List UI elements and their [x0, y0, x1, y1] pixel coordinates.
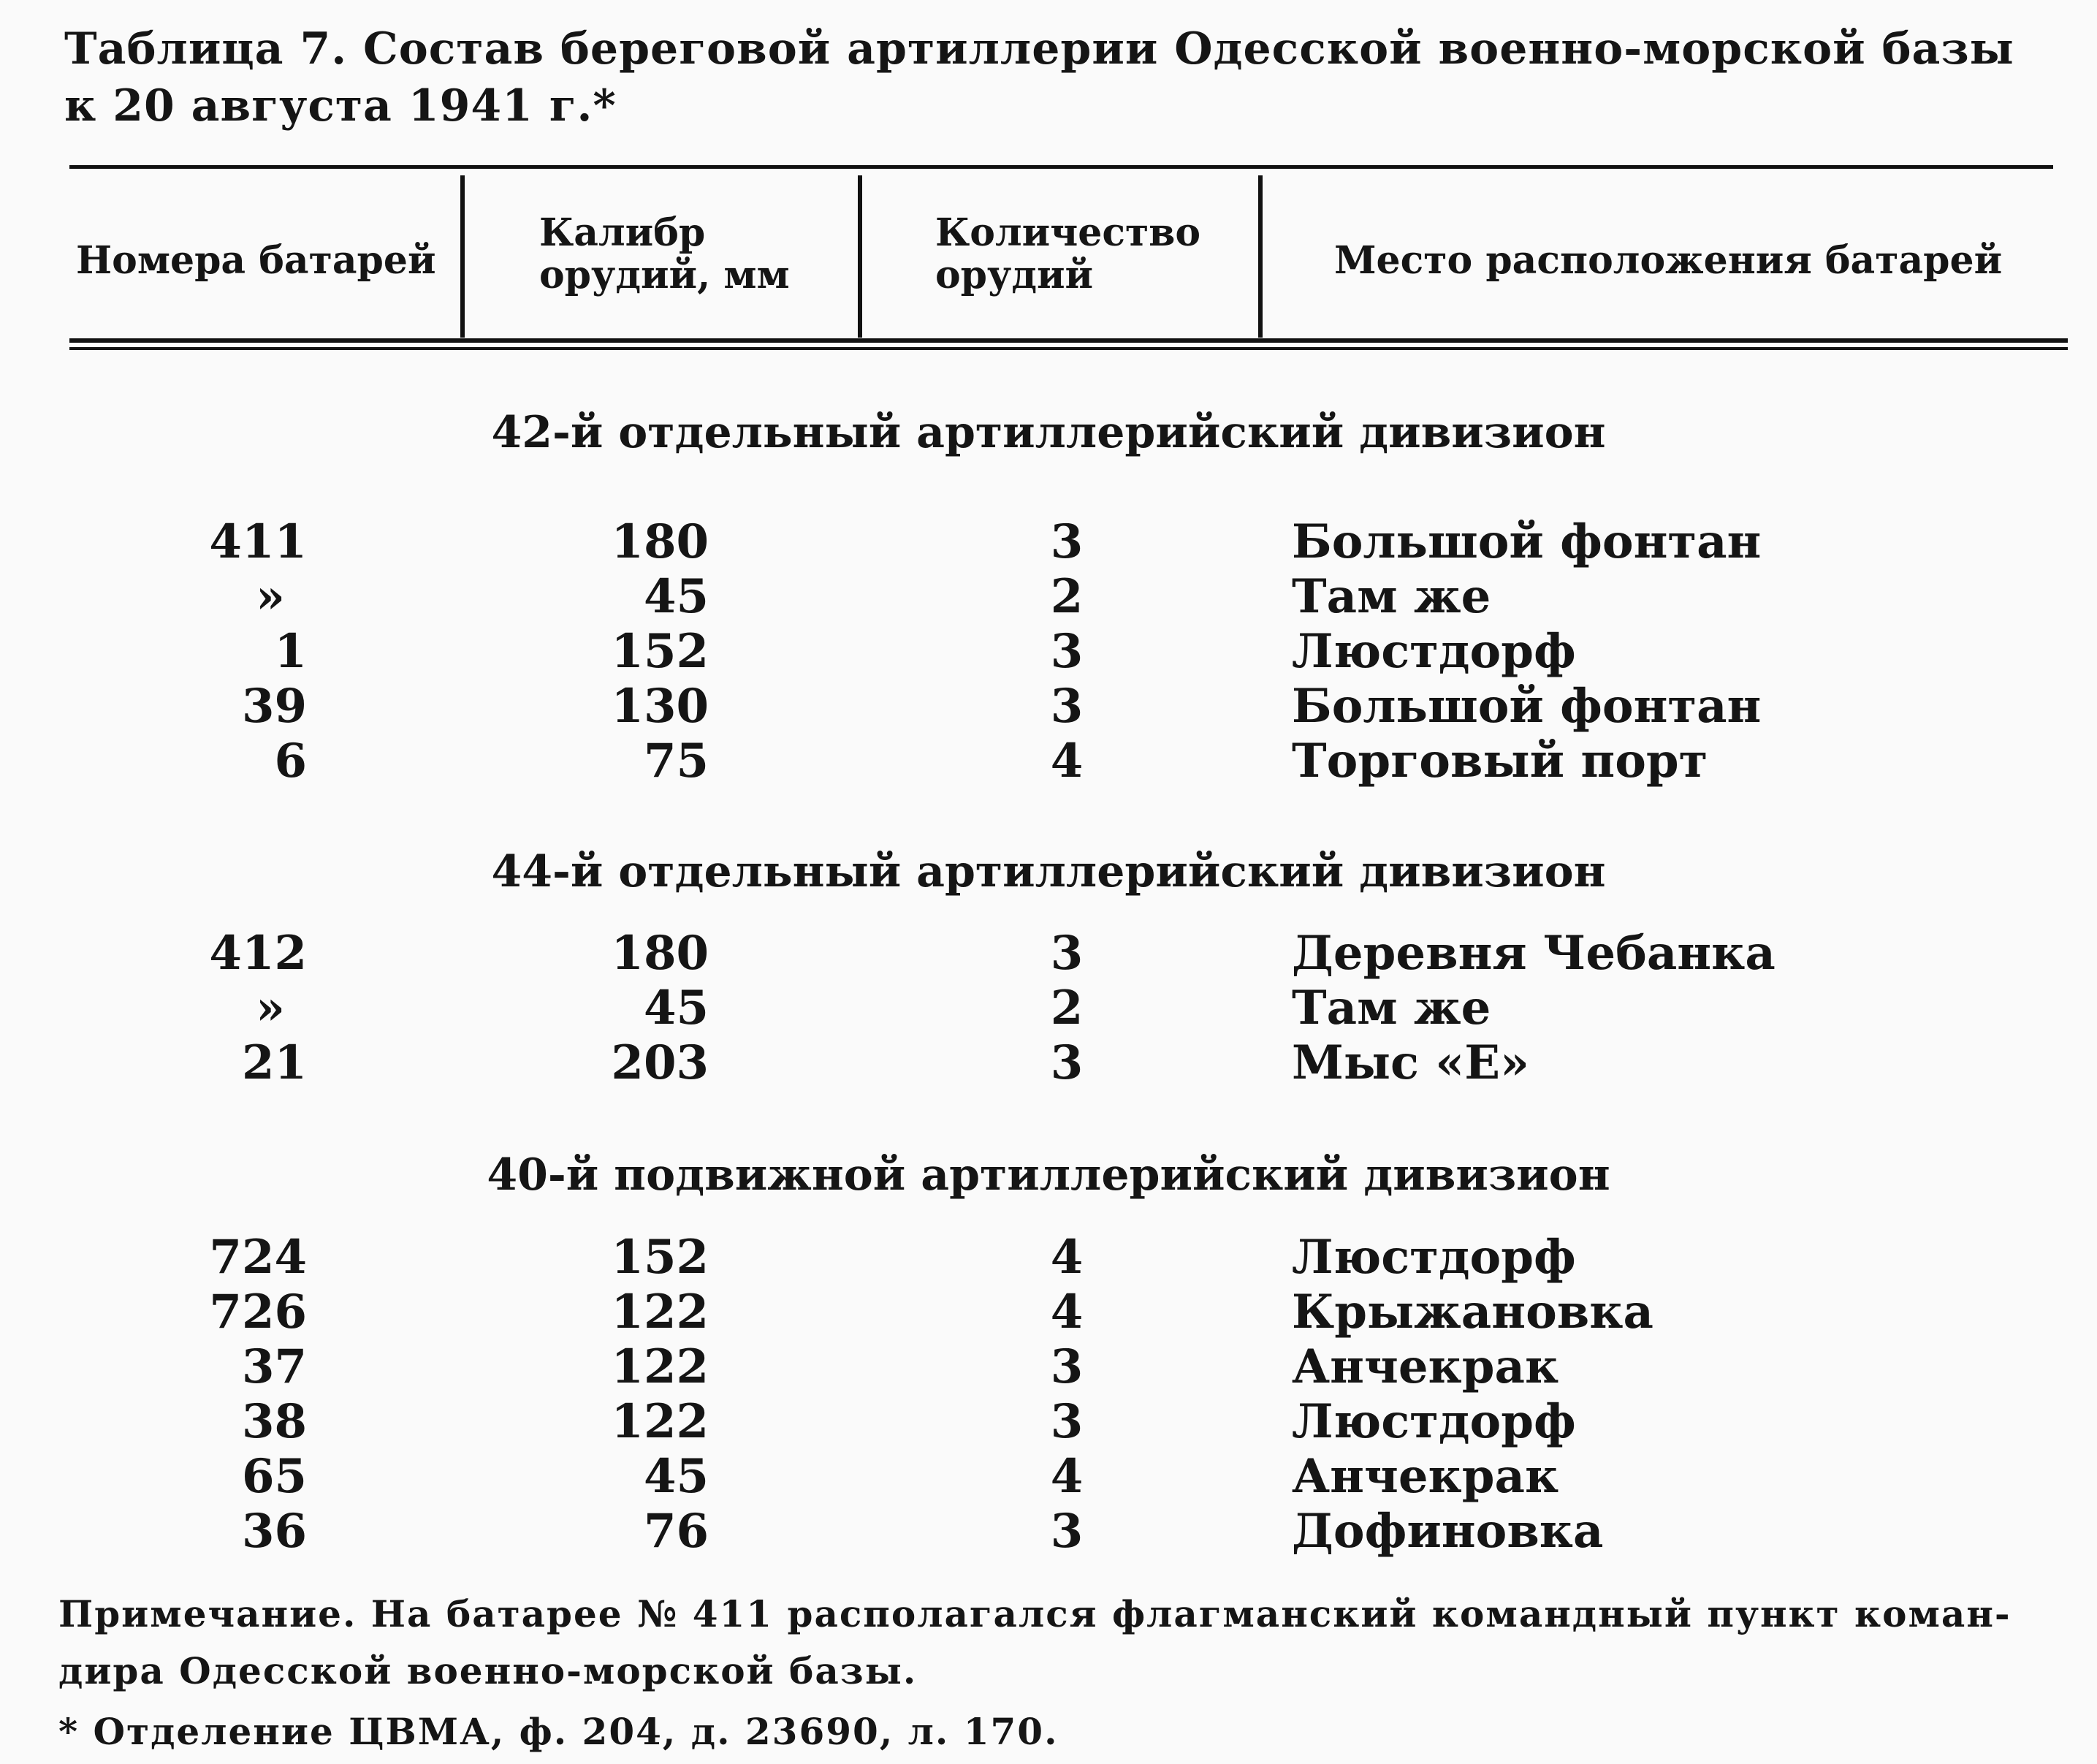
caliber-value: 75: [643, 734, 709, 788]
header-location-line-1: Место расположения батарей: [1334, 238, 2003, 283]
gun-count: 3: [1050, 679, 1084, 734]
table-row: [0, 1449, 2097, 1505]
section-title: 42-й отдельный артиллерийский дивизион: [491, 407, 1606, 458]
table-row: [0, 679, 2097, 734]
battery-location: Люстдорф: [1292, 624, 1576, 679]
battery-number: 36: [241, 1504, 307, 1559]
column-divider-3: [1258, 175, 1263, 338]
battery-number: 724: [209, 1230, 307, 1285]
gun-count: 3: [1050, 1339, 1084, 1394]
battery-number: 37: [241, 1339, 307, 1394]
section-title: 44-й отдельный артиллерийский дивизион: [491, 846, 1606, 897]
battery-number: 411: [209, 514, 307, 569]
header-caliber-line-1: Калибр: [539, 210, 706, 255]
battery-number: »: [256, 569, 285, 624]
battery-location: Анчекрак: [1292, 1339, 1559, 1394]
battery-number: 412: [209, 926, 307, 981]
caliber-value: 122: [611, 1394, 709, 1449]
header-top-rule: [69, 165, 2053, 169]
caliber-value: 152: [611, 1230, 709, 1285]
header-battery-numbers-line-1: Номера батарей: [76, 238, 436, 283]
caliber-value: 45: [643, 569, 709, 624]
battery-location: Там же: [1292, 981, 1491, 1035]
table-row: [0, 569, 2097, 625]
battery-number: 6: [274, 734, 307, 788]
column-divider-1: [460, 175, 465, 338]
caliber-value: 76: [643, 1504, 709, 1559]
source-footnote: * Отделение ЦВМА, ф. 204, д. 23690, л. 170.: [58, 1710, 1059, 1753]
gun-count: 4: [1050, 734, 1084, 788]
table-row: [0, 1035, 2097, 1091]
gun-count: 4: [1050, 1449, 1084, 1504]
battery-location: Большой фонтан: [1292, 679, 1762, 734]
battery-location: Мыс «Е»: [1292, 1035, 1530, 1090]
battery-number: 1: [274, 624, 307, 679]
battery-number: 21: [241, 1035, 307, 1090]
battery-number: »: [256, 981, 285, 1035]
table-row: [0, 514, 2097, 570]
battery-number: 65: [241, 1449, 307, 1504]
gun-count: 3: [1050, 514, 1084, 569]
header-quantity: [935, 212, 1200, 297]
gun-count: 3: [1050, 1394, 1084, 1449]
header-quantity-line-1: Количество: [935, 210, 1201, 255]
table-row: [0, 1339, 2097, 1395]
battery-location: Торговый порт: [1292, 734, 1708, 788]
battery-location: Люстдорф: [1292, 1394, 1576, 1449]
battery-location: Большой фонтан: [1292, 514, 1762, 569]
battery-location: Деревня Чебанка: [1292, 926, 1776, 981]
battery-location: Анчекрак: [1292, 1449, 1559, 1504]
header-bottom-rule: [69, 338, 2068, 343]
caliber-value: 180: [611, 926, 709, 981]
table-row: [0, 734, 2097, 789]
header-bottom-rule-double: [69, 347, 2068, 350]
table-row: [0, 1285, 2097, 1340]
caliber-value: 152: [611, 624, 709, 679]
gun-count: 4: [1050, 1230, 1084, 1285]
gun-count: 3: [1050, 1035, 1084, 1090]
battery-location: Люстдорф: [1292, 1230, 1576, 1285]
section-title: 40-й подвижной артиллерийский дивизион: [487, 1149, 1610, 1201]
caliber-value: 122: [611, 1285, 709, 1339]
table-title: [64, 20, 2037, 134]
table-row: [0, 926, 2097, 981]
header-battery-numbers: [76, 240, 436, 282]
battery-location: Крыжановка: [1292, 1285, 1653, 1339]
gun-count: 3: [1050, 1504, 1084, 1559]
gun-count: 3: [1050, 926, 1084, 981]
header-quantity-line-2: орудий: [935, 253, 1094, 297]
battery-location: Дофиновка: [1292, 1504, 1604, 1559]
caliber-value: 45: [643, 1449, 709, 1504]
header-caliber: [539, 212, 790, 297]
battery-number: 38: [241, 1394, 307, 1449]
table-title-line-2: к 20 августа 1941 г.*: [64, 80, 617, 132]
battery-number: 726: [209, 1285, 307, 1339]
caliber-value: 45: [643, 981, 709, 1035]
caliber-value: 130: [611, 679, 709, 734]
table-row: [0, 981, 2097, 1036]
gun-count: 3: [1050, 624, 1084, 679]
caliber-value: 122: [611, 1339, 709, 1394]
table-row: [0, 1230, 2097, 1285]
table-row: [0, 1394, 2097, 1450]
battery-number: 39: [241, 679, 307, 734]
caliber-value: 203: [611, 1035, 709, 1090]
gun-count: 2: [1050, 981, 1084, 1035]
table-note-line-2: дира Одесской военно-морской базы.: [58, 1649, 918, 1692]
caliber-value: 180: [611, 514, 709, 569]
battery-location: Там же: [1292, 569, 1491, 624]
table-note-line-1: Примечание. На батарее № 411 располагался флагманский командный пункт коман-: [58, 1592, 2012, 1635]
header-location: [1334, 240, 2002, 282]
gun-count: 4: [1050, 1285, 1084, 1339]
table-note: [58, 1586, 2060, 1700]
header-caliber-line-2: орудий, мм: [539, 253, 790, 297]
column-divider-2: [858, 175, 862, 338]
table-row: [0, 1504, 2097, 1559]
table-row: [0, 624, 2097, 680]
table-title-line-1: Таблица 7. Состав береговой артиллерии Одесской военно-морской базы: [64, 23, 2014, 75]
gun-count: 2: [1050, 569, 1084, 624]
